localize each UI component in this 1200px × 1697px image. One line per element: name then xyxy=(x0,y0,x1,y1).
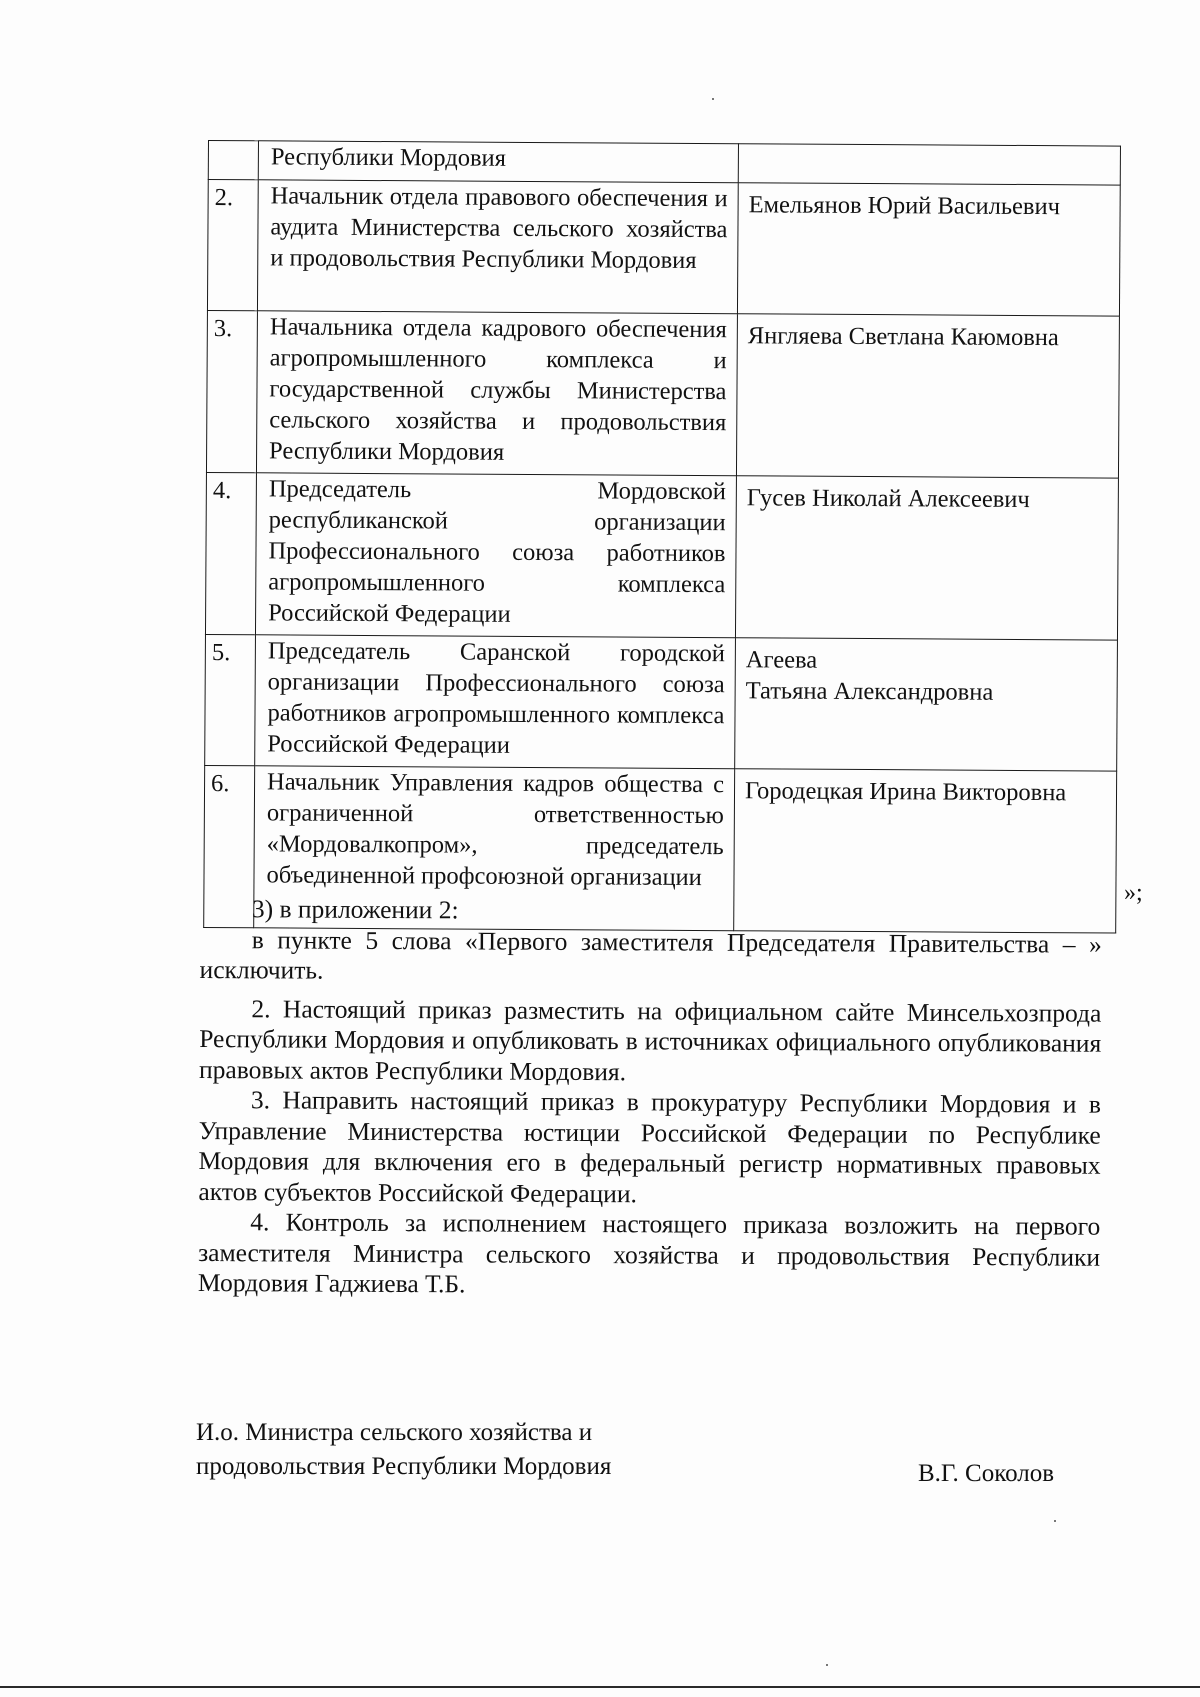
table-row xyxy=(206,310,1119,478)
table-row xyxy=(207,180,1120,317)
position-text: Председатель Саранской городской организации Профессионального союза работников агропромышленного комплекса Российской Федерации xyxy=(267,637,725,759)
closing-quote-mark: »; xyxy=(1124,880,1143,906)
row-member-name xyxy=(735,638,1118,771)
member-name-line: Емельянов Юрий Васильевич xyxy=(748,191,1061,221)
position-text: Начальника отдела кадрового обеспечения агропромышленного комплекса и государственной службы Министерства сельского хозяйства и продовольствия Республики Мордовия xyxy=(269,313,727,466)
row-member-name xyxy=(736,314,1119,478)
scan-edge-line xyxy=(0,1686,1200,1688)
scan-speck xyxy=(712,98,714,100)
item3-heading: 3) в приложении 2: xyxy=(251,894,459,925)
paragraph-3: 3. Направить настоящий приказ в прокуратуру Республики Мордовия и в Управление Министерства юстиции Российской Федерации по Республике Мордовия для включения его в федеральный регистр нормативных правовых актов субъектов Российской Федерации. xyxy=(198,1085,1101,1208)
member-name-line: Гусев Николай Алексеевич xyxy=(746,484,1030,514)
scan-speck xyxy=(1054,1520,1056,1522)
commission-members-table xyxy=(203,140,1121,934)
position-text: Председатель Мордовской республиканской организации Профессионального союза работников агропромышленного комплекса Российской Федерации xyxy=(268,475,726,628)
paragraph-2: 2. Настоящий приказ разместить на официальном сайте Минсельхозпрода Республики Мордовия и опубликовать в источниках официального опубликования правовых актов Республики Мордовия. xyxy=(199,993,1102,1086)
signatory-title-line: продовольствия Республики Мордовия xyxy=(196,1453,612,1480)
position-text: Республики Мордовия xyxy=(270,143,507,172)
table-row xyxy=(205,472,1118,640)
row-position xyxy=(258,141,738,183)
table-row xyxy=(208,141,1120,186)
signatory-title-line: И.о. Министра сельского хозяйства и xyxy=(196,1419,593,1446)
position-text: Начальник Управления кадров общества с ограниченной ответственностью «Мордовалкопром», председатель объединенной профсоюзной организации xyxy=(266,768,725,892)
row-position xyxy=(255,635,736,769)
item3-text: в пункте 5 слова «Первого заместителя Председателя Правительства – » исключить. xyxy=(199,924,1102,985)
paragraph-4: 4. Контроль за исполнением настоящего приказа возложить на первого заместителя Министра сельского хозяйства и продовольствия Республики Мордовия Гаджиева Т.Б. xyxy=(197,1207,1101,1299)
row-position xyxy=(257,180,738,314)
row-position xyxy=(256,311,737,476)
row-member-name xyxy=(735,476,1118,640)
row-number: 2. xyxy=(207,180,258,311)
table-row xyxy=(205,634,1118,771)
row-member-name xyxy=(738,144,1120,185)
signatory-name: В.Г. Соколов xyxy=(918,1460,1055,1487)
scan-speck xyxy=(826,1664,828,1666)
row-number: 6. xyxy=(204,765,255,927)
document-body xyxy=(198,894,1102,1303)
position-text: Начальник отдела правового обеспечения и аудита Министерства сельского хозяйства и продовольствия Республики Мордовия xyxy=(270,182,728,274)
row-number: 4. xyxy=(205,472,256,634)
row-number: 5. xyxy=(205,634,256,765)
row-number xyxy=(208,141,258,180)
member-name-line: Агеева xyxy=(745,646,818,674)
row-member-name xyxy=(737,183,1120,316)
row-number: 3. xyxy=(206,310,257,472)
member-name-line: Городецкая Ирина Викторовна xyxy=(744,777,1067,807)
member-name-line: Татьяна Александровна xyxy=(745,677,994,706)
row-position xyxy=(255,473,736,638)
member-name-line xyxy=(749,150,1114,152)
member-name-line: Янгляева Светлана Каюмовна xyxy=(747,322,1059,352)
